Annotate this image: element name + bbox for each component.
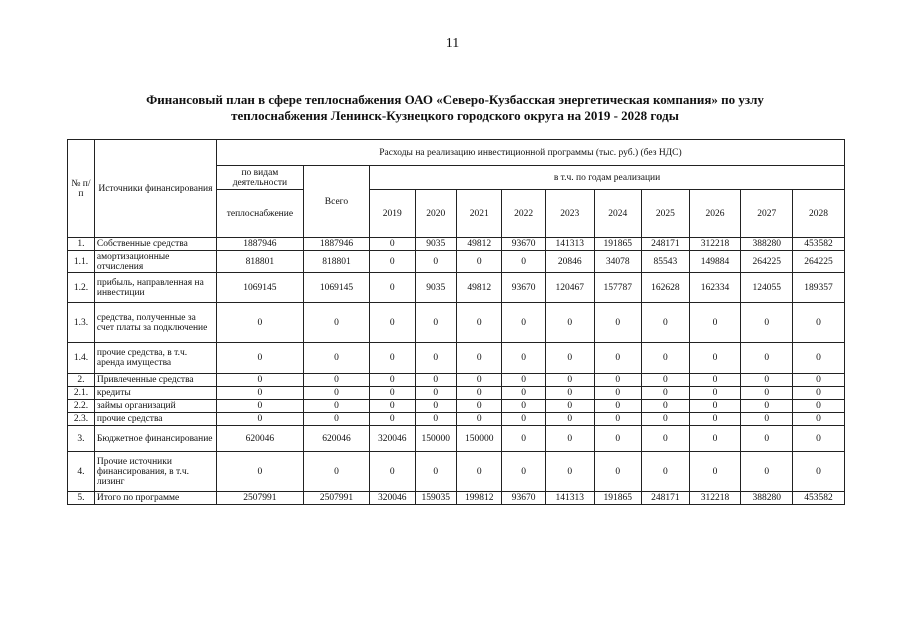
cell-year-value: 0 — [415, 452, 456, 492]
cell-year-value: 189357 — [793, 273, 845, 303]
cell-year-value: 199812 — [456, 492, 502, 505]
header-by-activity: по видам деятельности — [216, 166, 303, 190]
cell-total: 2507991 — [303, 492, 369, 505]
cell-year-value: 0 — [793, 400, 845, 413]
header-source: Источники финансирования — [94, 140, 216, 238]
cell-heat-supply: 0 — [216, 374, 303, 387]
cell-year-value: 0 — [370, 400, 416, 413]
row-number: 1.4. — [68, 343, 95, 374]
cell-year-value: 248171 — [642, 238, 690, 251]
cell-total: 0 — [303, 303, 369, 343]
cell-year-value: 150000 — [415, 426, 456, 452]
table-row — [68, 492, 845, 505]
header-year: 2028 — [793, 190, 845, 238]
cell-total: 0 — [303, 374, 369, 387]
header-heat-supply: теплоснабжение — [216, 190, 303, 238]
cell-year-value: 93670 — [502, 238, 545, 251]
cell-year-value: 0 — [370, 387, 416, 400]
cell-year-value: 0 — [689, 400, 741, 413]
title-line-2: теплоснабжения Ленинск-Кузнецкого городского округа на 2019 - 2028 годы — [231, 108, 679, 123]
row-source-name: прочие средства — [94, 413, 216, 426]
cell-heat-supply: 0 — [216, 387, 303, 400]
row-source-name: кредиты — [94, 387, 216, 400]
cell-year-value: 0 — [741, 343, 793, 374]
header-year: 2023 — [545, 190, 594, 238]
cell-year-value: 0 — [545, 413, 594, 426]
cell-year-value: 0 — [594, 426, 642, 452]
table-row — [68, 303, 845, 343]
table-row — [68, 452, 845, 492]
row-number: 2.1. — [68, 387, 95, 400]
cell-year-value: 0 — [370, 251, 416, 273]
cell-year-value: 0 — [415, 413, 456, 426]
cell-year-value: 0 — [689, 303, 741, 343]
cell-year-value: 388280 — [741, 492, 793, 505]
cell-year-value: 264225 — [741, 251, 793, 273]
cell-year-value: 248171 — [642, 492, 690, 505]
cell-year-value: 0 — [456, 374, 502, 387]
header-year: 2021 — [456, 190, 502, 238]
cell-year-value: 0 — [415, 251, 456, 273]
document-title — [60, 92, 850, 124]
cell-year-value: 0 — [642, 413, 690, 426]
cell-year-value: 9035 — [415, 238, 456, 251]
row-number: 1.1. — [68, 251, 95, 273]
cell-year-value: 0 — [456, 387, 502, 400]
cell-year-value: 0 — [642, 452, 690, 492]
cell-year-value: 0 — [545, 426, 594, 452]
cell-year-value: 0 — [502, 303, 545, 343]
cell-year-value: 0 — [689, 413, 741, 426]
cell-total: 0 — [303, 343, 369, 374]
cell-year-value: 0 — [545, 387, 594, 400]
row-source-name: займы организаций — [94, 400, 216, 413]
row-number: 5. — [68, 492, 95, 505]
row-number: 4. — [68, 452, 95, 492]
cell-year-value: 0 — [545, 374, 594, 387]
cell-year-value: 0 — [415, 343, 456, 374]
row-source-name: Собственные средства — [94, 238, 216, 251]
header-no: № п/п — [68, 140, 95, 238]
cell-heat-supply: 620046 — [216, 426, 303, 452]
cell-year-value: 0 — [793, 413, 845, 426]
cell-year-value: 20846 — [545, 251, 594, 273]
cell-year-value: 149884 — [689, 251, 741, 273]
cell-year-value: 0 — [415, 400, 456, 413]
table-row — [68, 251, 845, 273]
cell-year-value: 0 — [415, 303, 456, 343]
cell-year-value: 0 — [741, 413, 793, 426]
row-number: 1.2. — [68, 273, 95, 303]
cell-year-value: 0 — [642, 374, 690, 387]
cell-year-value: 0 — [370, 452, 416, 492]
cell-heat-supply: 1069145 — [216, 273, 303, 303]
header-year: 2019 — [370, 190, 416, 238]
cell-year-value: 0 — [502, 343, 545, 374]
cell-year-value: 0 — [793, 303, 845, 343]
row-source-name: прибыль, направленная на инвестиции — [94, 273, 216, 303]
cell-year-value: 0 — [456, 251, 502, 273]
cell-heat-supply: 0 — [216, 303, 303, 343]
cell-year-value: 150000 — [456, 426, 502, 452]
cell-year-value: 0 — [545, 400, 594, 413]
header-expenses: Расходы на реализацию инвестиционной программы (тыс. руб.) (без НДС) — [216, 140, 844, 166]
header-total: Всего — [303, 166, 369, 238]
cell-year-value: 191865 — [594, 238, 642, 251]
cell-year-value: 0 — [502, 426, 545, 452]
cell-year-value: 49812 — [456, 273, 502, 303]
cell-year-value: 0 — [456, 303, 502, 343]
cell-year-value: 0 — [689, 452, 741, 492]
cell-year-value: 0 — [456, 343, 502, 374]
cell-year-value: 93670 — [502, 492, 545, 505]
cell-year-value: 0 — [502, 374, 545, 387]
financial-plan-table — [67, 139, 845, 505]
cell-year-value: 0 — [594, 387, 642, 400]
cell-year-value: 0 — [642, 387, 690, 400]
row-source-name: Привлеченные средства — [94, 374, 216, 387]
row-number: 1.3. — [68, 303, 95, 343]
cell-year-value: 312218 — [689, 238, 741, 251]
cell-total: 0 — [303, 452, 369, 492]
cell-year-value: 162334 — [689, 273, 741, 303]
row-number: 1. — [68, 238, 95, 251]
cell-year-value: 0 — [594, 400, 642, 413]
table-row — [68, 387, 845, 400]
cell-year-value: 0 — [502, 251, 545, 273]
cell-year-value: 0 — [689, 426, 741, 452]
cell-year-value: 0 — [642, 303, 690, 343]
cell-total: 0 — [303, 400, 369, 413]
cell-year-value: 0 — [545, 343, 594, 374]
cell-year-value: 453582 — [793, 492, 845, 505]
cell-total: 1069145 — [303, 273, 369, 303]
cell-year-value: 0 — [793, 426, 845, 452]
cell-year-value: 0 — [642, 343, 690, 374]
cell-year-value: 0 — [642, 426, 690, 452]
cell-year-value: 0 — [545, 303, 594, 343]
cell-year-value: 0 — [741, 426, 793, 452]
cell-total: 620046 — [303, 426, 369, 452]
cell-year-value: 0 — [502, 387, 545, 400]
cell-year-value: 0 — [689, 374, 741, 387]
cell-year-value: 0 — [502, 400, 545, 413]
cell-year-value: 0 — [689, 343, 741, 374]
cell-heat-supply: 0 — [216, 400, 303, 413]
cell-heat-supply: 1887946 — [216, 238, 303, 251]
cell-year-value: 0 — [793, 343, 845, 374]
cell-year-value: 0 — [456, 400, 502, 413]
cell-year-value: 0 — [594, 343, 642, 374]
cell-year-value: 0 — [793, 452, 845, 492]
row-source-name: амортизационные отчисления — [94, 251, 216, 273]
cell-year-value: 0 — [594, 413, 642, 426]
cell-year-value: 0 — [415, 374, 456, 387]
row-source-name: Прочие источники финансирования, в т.ч. лизинг — [94, 452, 216, 492]
cell-year-value: 159035 — [415, 492, 456, 505]
cell-year-value: 0 — [741, 374, 793, 387]
cell-year-value: 388280 — [741, 238, 793, 251]
cell-year-value: 312218 — [689, 492, 741, 505]
cell-year-value: 0 — [741, 452, 793, 492]
cell-heat-supply: 818801 — [216, 251, 303, 273]
cell-year-value: 0 — [370, 343, 416, 374]
row-source-name: Итого по программе — [94, 492, 216, 505]
header-by-years: в т.ч. по годам реализации — [370, 166, 845, 190]
cell-year-value: 320046 — [370, 492, 416, 505]
cell-year-value: 0 — [456, 413, 502, 426]
cell-heat-supply: 0 — [216, 413, 303, 426]
header-year: 2020 — [415, 190, 456, 238]
cell-year-value: 124055 — [741, 273, 793, 303]
cell-year-value: 0 — [741, 303, 793, 343]
cell-year-value: 9035 — [415, 273, 456, 303]
title-line-1: Финансовый план в сфере теплоснабжения ОАО «Северо-Кузбасская энергетическая компания» по узлу — [146, 92, 764, 107]
page-number: 11 — [445, 36, 460, 51]
cell-year-value: 34078 — [594, 251, 642, 273]
header-year: 2026 — [689, 190, 741, 238]
row-source-name: Бюджетное финансирование — [94, 426, 216, 452]
table-row — [68, 343, 845, 374]
cell-year-value: 0 — [502, 413, 545, 426]
cell-heat-supply: 2507991 — [216, 492, 303, 505]
cell-year-value: 264225 — [793, 251, 845, 273]
cell-heat-supply: 0 — [216, 452, 303, 492]
cell-year-value: 0 — [594, 374, 642, 387]
cell-year-value: 141313 — [545, 238, 594, 251]
cell-year-value: 0 — [370, 303, 416, 343]
cell-total: 0 — [303, 387, 369, 400]
header-year: 2025 — [642, 190, 690, 238]
cell-year-value: 0 — [545, 452, 594, 492]
cell-year-value: 120467 — [545, 273, 594, 303]
cell-year-value: 0 — [370, 238, 416, 251]
cell-year-value: 93670 — [502, 273, 545, 303]
cell-year-value: 0 — [741, 400, 793, 413]
cell-year-value: 85543 — [642, 251, 690, 273]
header-year: 2027 — [741, 190, 793, 238]
cell-year-value: 0 — [793, 387, 845, 400]
cell-year-value: 0 — [594, 303, 642, 343]
header-year: 2022 — [502, 190, 545, 238]
cell-year-value: 141313 — [545, 492, 594, 505]
row-number: 3. — [68, 426, 95, 452]
header-year: 2024 — [594, 190, 642, 238]
cell-year-value: 320046 — [370, 426, 416, 452]
cell-total: 818801 — [303, 251, 369, 273]
cell-year-value: 49812 — [456, 238, 502, 251]
cell-year-value: 0 — [689, 387, 741, 400]
row-number: 2.3. — [68, 413, 95, 426]
cell-year-value: 0 — [594, 452, 642, 492]
row-source-name: средства, полученные за счет платы за подключение — [94, 303, 216, 343]
cell-total: 1887946 — [303, 238, 369, 251]
cell-year-value: 0 — [793, 374, 845, 387]
table-row — [68, 400, 845, 413]
cell-year-value: 0 — [642, 400, 690, 413]
cell-year-value: 453582 — [793, 238, 845, 251]
row-number: 2.2. — [68, 400, 95, 413]
cell-year-value: 157787 — [594, 273, 642, 303]
table-row — [68, 273, 845, 303]
cell-year-value: 0 — [741, 387, 793, 400]
row-source-name: прочие средства, в т.ч. аренда имущества — [94, 343, 216, 374]
cell-year-value: 0 — [370, 273, 416, 303]
cell-year-value: 191865 — [594, 492, 642, 505]
cell-year-value: 0 — [370, 374, 416, 387]
cell-year-value: 162628 — [642, 273, 690, 303]
cell-heat-supply: 0 — [216, 343, 303, 374]
cell-total: 0 — [303, 413, 369, 426]
cell-year-value: 0 — [415, 387, 456, 400]
table-row — [68, 374, 845, 387]
table-row — [68, 238, 845, 251]
table-row — [68, 426, 845, 452]
table-row — [68, 413, 845, 426]
cell-year-value: 0 — [502, 452, 545, 492]
cell-year-value: 0 — [370, 413, 416, 426]
row-number: 2. — [68, 374, 95, 387]
cell-year-value: 0 — [456, 452, 502, 492]
